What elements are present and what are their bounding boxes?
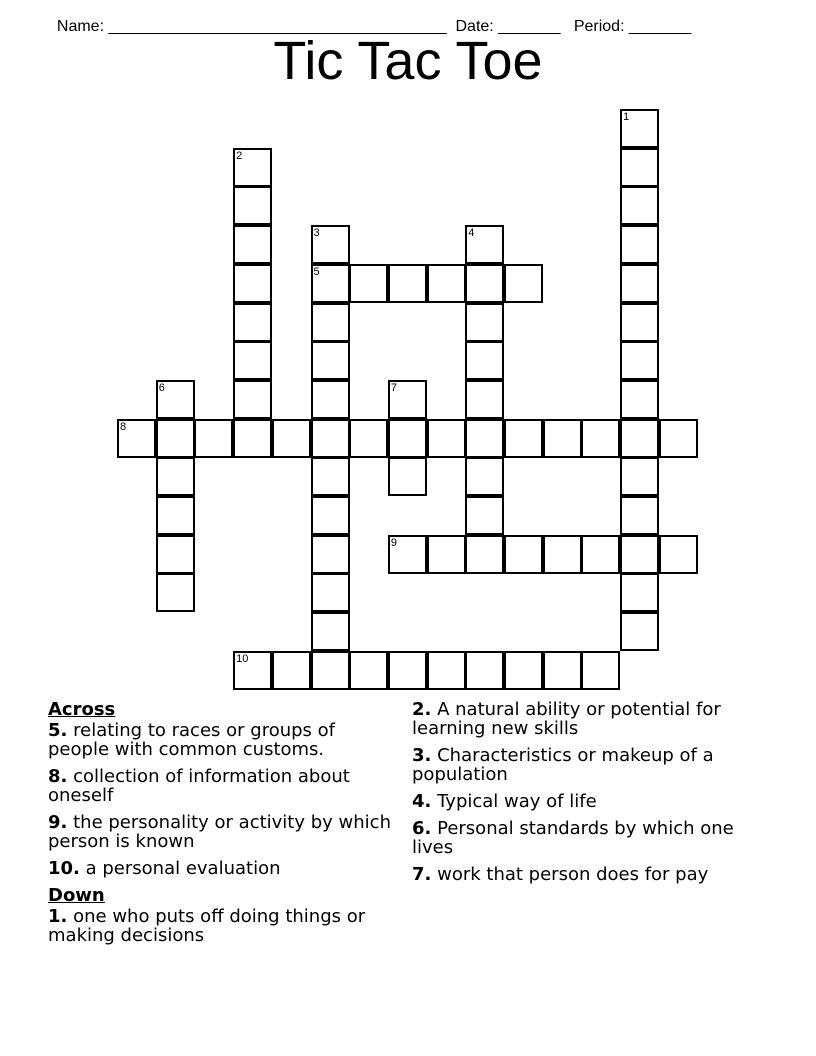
grid-cell[interactable] xyxy=(194,419,233,458)
grid-cell[interactable] xyxy=(117,419,156,458)
grid-cell[interactable] xyxy=(427,419,466,458)
clue-number: 6 xyxy=(158,381,165,394)
clue-across-9: 9. the personality or activity by which person is known xyxy=(48,812,391,852)
grid-cell[interactable] xyxy=(465,303,504,342)
puzzle-title: Tic Tac Toe xyxy=(273,31,543,91)
grid-cell[interactable] xyxy=(465,419,504,458)
grid-cell[interactable] xyxy=(311,573,350,612)
grid-cell[interactable] xyxy=(233,419,272,458)
grid-cell[interactable] xyxy=(388,380,427,419)
grid-cell[interactable] xyxy=(311,419,350,458)
down-heading: Down xyxy=(48,885,105,906)
clue-number: 7 xyxy=(390,381,398,394)
grid-cell[interactable] xyxy=(311,496,350,535)
grid-cell[interactable] xyxy=(233,225,272,264)
clue-number: 8 xyxy=(120,420,127,433)
grid-cell[interactable] xyxy=(543,651,582,690)
grid-cell[interactable] xyxy=(311,457,350,496)
grid-cell[interactable] xyxy=(311,341,350,380)
grid-cell[interactable] xyxy=(349,264,388,303)
grid-cell[interactable] xyxy=(233,341,272,380)
grid-cell[interactable] xyxy=(427,264,466,303)
grid-cell[interactable] xyxy=(620,419,659,458)
clue-column-right xyxy=(412,700,772,892)
grid-cell[interactable] xyxy=(620,612,659,651)
grid-cell[interactable] xyxy=(543,419,582,458)
grid-cell[interactable] xyxy=(156,419,195,458)
grid-cell[interactable] xyxy=(388,651,427,690)
grid-cell[interactable] xyxy=(620,496,659,535)
clue-column-left xyxy=(48,700,393,953)
grid-cell[interactable] xyxy=(581,535,620,574)
clue-number: 10 xyxy=(236,652,249,665)
grid-cell[interactable] xyxy=(620,535,659,574)
clue-down-1: 1. one who puts off doing things or making decisions xyxy=(48,906,366,946)
grid-cell[interactable] xyxy=(156,573,195,612)
grid-cell[interactable] xyxy=(465,457,504,496)
clue-across-10: 10. a personal evaluation xyxy=(48,858,281,879)
date-field: Date: _______ xyxy=(455,18,561,35)
period-field: Period: _______ xyxy=(573,18,692,35)
grid-cell[interactable] xyxy=(388,457,427,496)
name-field: Name: ______________________________________ xyxy=(56,18,447,35)
grid-cell[interactable] xyxy=(620,264,659,303)
grid-cell[interactable] xyxy=(465,264,504,303)
grid-cell[interactable] xyxy=(659,535,698,574)
grid-cell[interactable] xyxy=(620,457,659,496)
grid-cell[interactable] xyxy=(581,651,620,690)
grid-cell[interactable] xyxy=(620,186,659,225)
grid-cell[interactable] xyxy=(311,380,350,419)
grid-cell[interactable] xyxy=(311,535,350,574)
grid-cell[interactable] xyxy=(156,457,195,496)
grid-cell[interactable] xyxy=(156,496,195,535)
grid-cell[interactable] xyxy=(504,651,543,690)
grid-cell[interactable] xyxy=(349,419,388,458)
clue-down-4: 4. Typical way of life xyxy=(412,791,597,812)
grid-cell[interactable] xyxy=(311,651,350,690)
grid-cell[interactable] xyxy=(233,380,272,419)
grid-cell[interactable] xyxy=(504,535,543,574)
grid-cell[interactable] xyxy=(427,535,466,574)
grid-cell[interactable] xyxy=(504,264,543,303)
grid-cell[interactable] xyxy=(620,380,659,419)
grid-cell[interactable] xyxy=(427,651,466,690)
grid-cell[interactable] xyxy=(311,612,350,651)
grid-cell[interactable] xyxy=(156,380,195,419)
grid-cell[interactable] xyxy=(620,109,659,148)
grid-cell[interactable] xyxy=(272,651,311,690)
grid-cell[interactable] xyxy=(620,341,659,380)
grid-cell[interactable] xyxy=(311,225,350,264)
grid-cell[interactable] xyxy=(620,303,659,342)
clue-number: 3 xyxy=(313,227,320,240)
grid-cell[interactable] xyxy=(620,148,659,187)
grid-cell[interactable] xyxy=(620,573,659,612)
grid-cell[interactable] xyxy=(349,651,388,690)
clue-number: 2 xyxy=(236,149,243,162)
grid-cell[interactable] xyxy=(233,148,272,187)
grid-cell[interactable] xyxy=(272,419,311,458)
clue-number: 4 xyxy=(468,227,475,240)
grid-cell[interactable] xyxy=(465,341,504,380)
grid-cell[interactable] xyxy=(311,264,350,303)
grid-cell[interactable] xyxy=(311,303,350,342)
clue-down-6: 6. Personal standards by which one lives xyxy=(412,818,734,858)
grid-cell[interactable] xyxy=(543,535,582,574)
grid-cell[interactable] xyxy=(465,380,504,419)
grid-cell[interactable] xyxy=(620,225,659,264)
grid-cell[interactable] xyxy=(659,419,698,458)
clue-across-5: 5. relating to races or groups of people with common customs. xyxy=(48,720,335,760)
across-heading: Across xyxy=(48,699,116,720)
clue-across-8: 8. collection of information about oneself xyxy=(48,766,350,806)
grid-cell[interactable] xyxy=(465,496,504,535)
grid-cell[interactable] xyxy=(388,264,427,303)
clue-number: 9 xyxy=(390,536,398,549)
grid-cell[interactable] xyxy=(233,651,272,690)
grid-cell[interactable] xyxy=(504,419,543,458)
clue-down-7: 7. work that person does for pay xyxy=(412,864,709,885)
grid-cell[interactable] xyxy=(233,264,272,303)
clue-down-3: 3. Characteristics or makeup of a population xyxy=(412,745,714,785)
clue-number: 1 xyxy=(623,111,630,123)
grid-cell[interactable] xyxy=(388,419,427,458)
grid-cell[interactable] xyxy=(465,225,504,264)
grid-cell[interactable] xyxy=(388,535,427,574)
grid-cell[interactable] xyxy=(465,535,504,574)
grid-cell[interactable] xyxy=(233,303,272,342)
clue-down-2: 2. A natural ability or potential for learning new skills xyxy=(412,699,721,739)
grid-cell[interactable] xyxy=(581,419,620,458)
grid-cell[interactable] xyxy=(156,535,195,574)
clue-number: 5 xyxy=(313,265,320,278)
grid-cell[interactable] xyxy=(465,651,504,690)
grid-cell[interactable] xyxy=(233,186,272,225)
